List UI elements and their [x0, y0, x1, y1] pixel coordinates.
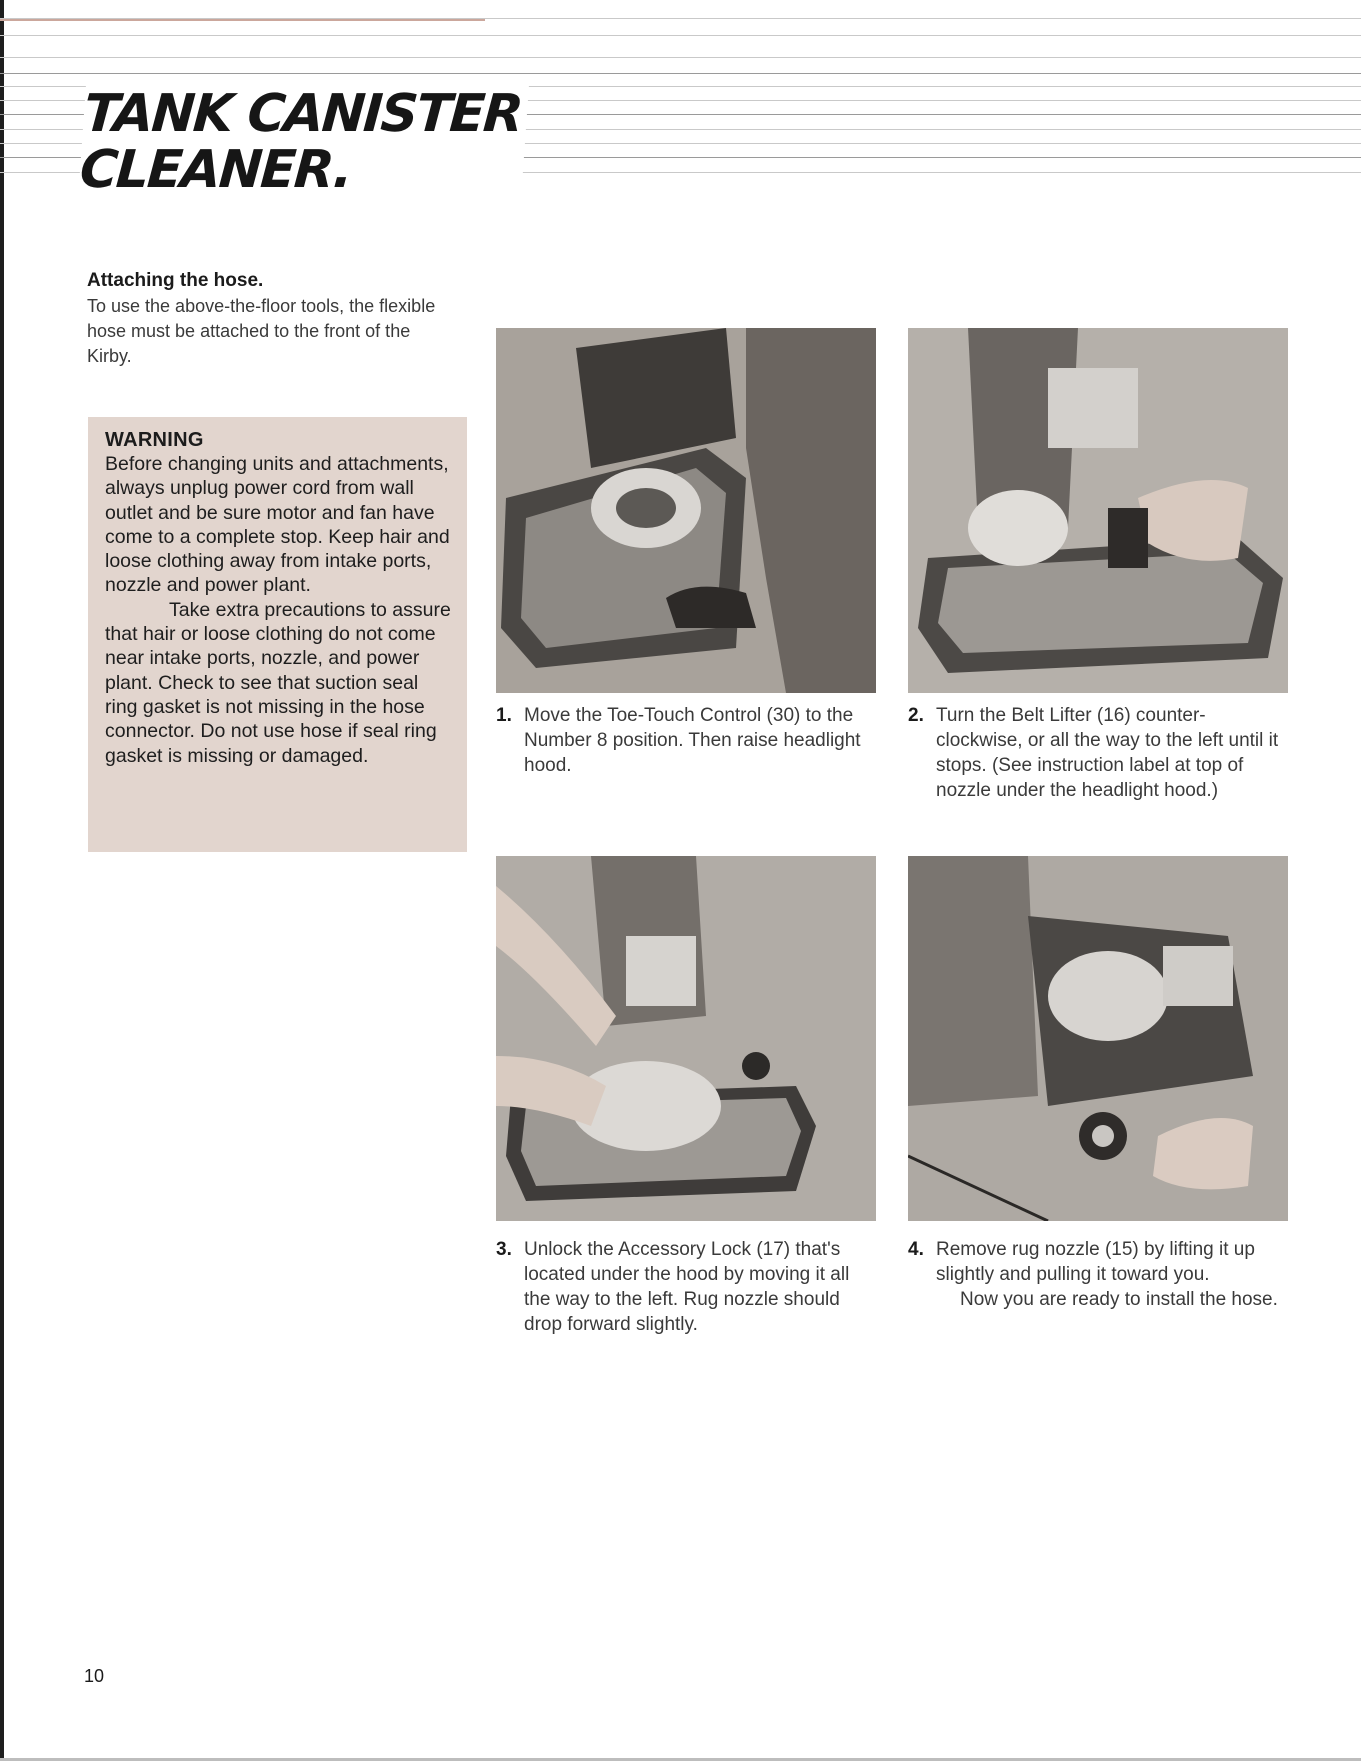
header-rule — [0, 35, 1361, 36]
step-2-photo — [908, 328, 1288, 693]
warning-box — [88, 417, 467, 852]
step-text: Remove rug nozzle (15) by lifting it up slightly and pulling it toward you. — [936, 1239, 1255, 1285]
step-text: Move the Toe-Touch Control (30) to the Number 8 position. Then raise headlight hood. — [524, 705, 861, 776]
page-number: 10 — [84, 1666, 105, 1686]
step-1-caption — [496, 703, 868, 778]
step-4-caption — [908, 1237, 1280, 1312]
warning-heading: WARNING — [105, 429, 204, 451]
warning-paragraph: Before changing units and attachments, always unplug power cord from wall outlet and be sure motor and fan have come to a complete stop. Keep hair and loose clothing away from intake ports, nozzle and power plant. — [105, 453, 450, 597]
header-rule — [0, 73, 1361, 74]
page-title — [78, 86, 529, 198]
step-4-photo — [908, 856, 1288, 1221]
header-accent-rule — [0, 19, 485, 21]
step-number: 4. — [908, 1239, 924, 1260]
step-text: Now you are ready to install the hose. — [960, 1289, 1278, 1310]
step-text-block — [936, 1237, 1280, 1312]
intro-body: To use the above-the-floor tools, the flexible hose must be attached to the front of the Kirby. — [87, 296, 436, 366]
title-line-1: TANK CANISTER — [81, 84, 524, 144]
page-left-edge — [0, 0, 4, 1761]
step-text: Turn the Belt Lifter (16) counter-clockwise, or all the way to the left until it stops. (See instruction label at top of nozzle under the headlight hood.) — [936, 705, 1279, 801]
intro-section — [87, 270, 457, 369]
warning-paragraph: Take extra precautions to assure that hair or loose clothing do not come near intake ports, nozzle, and power plant. Check to see that suction seal ring gasket is not missing in the hose connector. Do not use hose if seal ring gasket is missing or damaged. — [105, 598, 451, 767]
step-number: 2. — [908, 705, 924, 726]
step-1-photo — [496, 328, 876, 693]
title-line-2: CLEANER. — [77, 140, 354, 200]
step-number: 3. — [496, 1239, 512, 1260]
step-3-caption — [496, 1237, 868, 1337]
step-2-caption — [908, 703, 1280, 803]
header-rule — [0, 57, 1361, 58]
step-number: 1. — [496, 705, 512, 726]
intro-heading: Attaching the hose. — [87, 270, 264, 291]
step-3-photo — [496, 856, 876, 1221]
step-text: Unlock the Accessory Lock (17) that's located under the hood by moving it all the way to the left. Rug nozzle should drop forward slightly. — [524, 1239, 850, 1335]
